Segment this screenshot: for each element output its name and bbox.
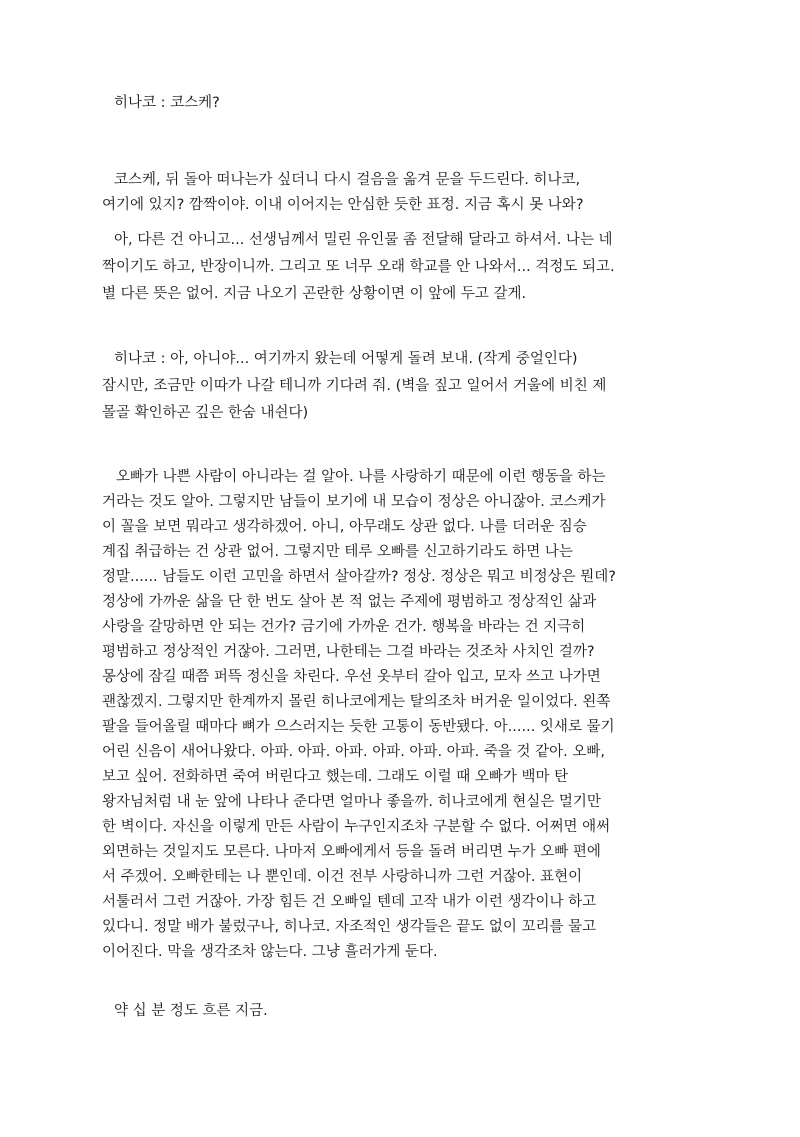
text-line: 사랑을 갈망하면 안 되는 건가? 금기에 가까운 건가. 행복을 바라는 건 지극히: [102, 619, 586, 635]
text-line: 이어진다. 막을 생각조차 않는다. 그냥 흘러가게 둔다.: [102, 944, 438, 960]
text-line: 히나코 : 코스케?: [114, 95, 220, 111]
text-line: 여기에 있지? 깜짝이야. 이내 이어지는 안심한 듯한 표정. 지금 혹시 못 나와?: [102, 197, 584, 213]
text-line: 몽상에 잠길 때쯤 퍼뜩 정신을 차린다. 우선 옷부터 갈아 입고, 모자 쓰고 나가면: [102, 669, 601, 685]
text-line: 코스케, 뒤 돌아 떠나는가 싶더니 다시 걸음을 옮겨 문을 두드린다. 히나코,: [114, 172, 581, 188]
text-line: 짝이기도 하고, 반장이니까. 그리고 또 너무 오래 학교를 안 나와서... 걱정도 되고.: [102, 259, 615, 275]
text-line: 잠시만, 조금만 이따가 나갈 테니까 기다려 줘. (벽을 짚고 일어서 거울에 비친 제: [102, 378, 607, 394]
text-line: 오빠가 나쁜 사람이 아니라는 걸 알아. 나를 사랑하기 때문에 이런 행동을 하는: [116, 469, 606, 485]
text-line: 이 꼴을 보면 뭐라고 생각하겠어. 아니, 아무래도 상관 없다. 나를 더러운 짐승: [102, 519, 587, 535]
text-line: 정상에 가까운 삶을 단 한 번도 살아 본 적 없는 주제에 평범하고 정상적인 삶과: [102, 594, 597, 610]
text-line: 별 다른 뜻은 없어. 지금 나오기 곤란한 상황이면 이 앞에 두고 갈게.: [102, 286, 527, 302]
text-line: 외면하는 것일지도 모른다. 나마저 오빠에게서 등을 돌려 버리면 누가 오빠 편에: [102, 844, 601, 860]
text-line: 약 십 분 정도 흐른 지금.: [114, 1003, 268, 1019]
text-line: 평범하고 정상적인 거잖아. 그러면, 나한테는 그걸 바라는 것조차 사치인 걸까?: [102, 644, 595, 660]
text-line: 괜찮겠지. 그렇지만 한계까지 몰린 히나코에게는 탈의조차 버거운 일이었다. 왼쪽: [102, 694, 611, 710]
text-line: 서툴러서 그런 거잖아. 가장 힘든 건 오빠일 텐데 고작 내가 이런 생각이나 하고: [102, 894, 597, 910]
text-line: 정말...... 남들도 이런 고민을 하면서 살아갈까? 정상. 정상은 뭐고 비정상은 뭔데?: [102, 569, 616, 585]
text-line: 서 주겠어. 오빠한테는 나 뿐인데. 이건 전부 사랑하니까 그런 거잖아. 표현이: [102, 869, 583, 885]
text-line: 한 벽이다. 자신을 이렇게 만든 사람이 누구인지조차 구분할 수 없다. 어쩌면 애써: [102, 819, 611, 835]
text-line: 거라는 것도 알아. 그렇지만 남들이 보기에 내 모습이 정상은 아니잖아. 코스케가: [102, 494, 606, 510]
text-line: 왕자님처럼 내 눈 앞에 나타나 준다면 얼마나 좋을까. 히나코에게 현실은 멀기만: [102, 794, 601, 810]
text-line: 어린 신음이 새어나왔다. 아파. 아파. 아파. 아파. 아파. 아파. 죽을 것 같아. 오빠,: [102, 744, 605, 760]
text-line: 계집 취급하는 건 상관 없어. 그렇지만 테루 오빠를 신고하기라도 하면 나는: [102, 544, 573, 560]
text-line: 히나코 : 아, 아니야... 여기까지 왔는데 어떻게 돌려 보내. (작게 중얼인다): [114, 351, 578, 367]
text-line: 있다니. 정말 배가 불렀구나, 히나코. 자조적인 생각들은 끝도 없이 꼬리를 물고: [102, 919, 597, 935]
text-line: 몰골 확인하곤 깊은 한숨 내쉰다): [102, 405, 309, 421]
text-line: 팔을 들어올릴 때마다 뼈가 으스러지는 듯한 고통이 동반됐다. 아...... 잇새로 물기: [102, 719, 615, 735]
text-line: 보고 싶어. 전화하면 죽여 버린다고 했는데. 그래도 이럴 때 오빠가 백마 탄: [102, 769, 569, 785]
text-line: 아, 다른 건 아니고... 선생님께서 밀린 유인물 좀 전달해 달라고 하셔서. 나는 네: [114, 232, 613, 248]
